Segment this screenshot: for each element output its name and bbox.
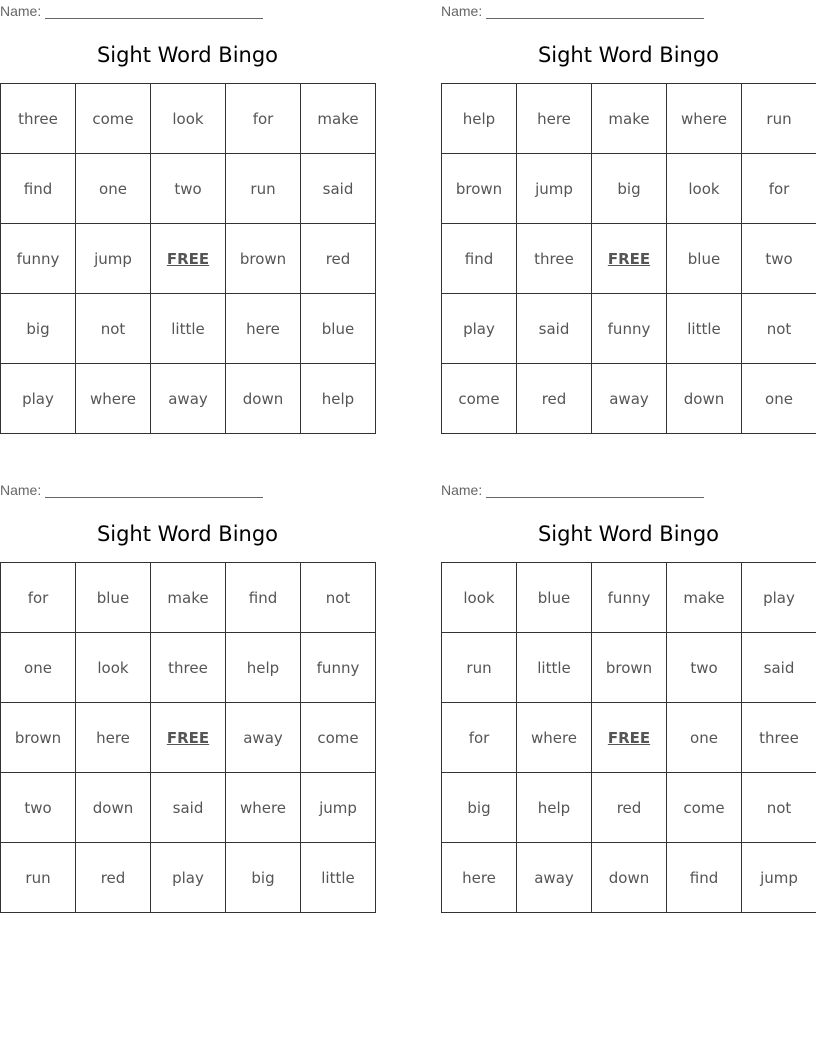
name-blank-line[interactable] — [45, 5, 263, 19]
word-cell: not — [742, 294, 816, 364]
word-cell: for — [226, 84, 301, 154]
word-cell: look — [151, 84, 226, 154]
word-cell: help — [517, 773, 592, 843]
free-space-cell: FREE — [592, 224, 667, 294]
word-cell: big — [226, 843, 301, 913]
word-cell: look — [76, 633, 151, 703]
word-cell: red — [517, 364, 592, 434]
bingo-row — [442, 563, 816, 633]
bingo-row — [442, 294, 816, 364]
word-cell: brown — [226, 224, 301, 294]
word-cell: two — [667, 633, 742, 703]
word-cell: not — [301, 563, 376, 633]
free-space-cell: FREE — [151, 224, 226, 294]
word-cell: find — [667, 843, 742, 913]
word-cell: down — [226, 364, 301, 434]
word-cell: blue — [667, 224, 742, 294]
bingo-grid — [0, 83, 376, 434]
word-cell: red — [301, 224, 376, 294]
bingo-row — [442, 633, 816, 703]
word-cell: run — [442, 633, 517, 703]
name-blank-line[interactable] — [486, 484, 704, 498]
word-cell: play — [742, 563, 816, 633]
card-title: Sight Word Bingo — [537, 43, 720, 67]
word-cell: three — [1, 84, 76, 154]
bingo-grid — [441, 562, 816, 913]
name-field — [0, 3, 263, 19]
word-cell: said — [517, 294, 592, 364]
name-field — [441, 3, 704, 19]
card-title: Sight Word Bingo — [537, 522, 720, 546]
bingo-row — [442, 364, 816, 434]
word-cell: little — [517, 633, 592, 703]
bingo-row — [442, 224, 816, 294]
word-cell: down — [667, 364, 742, 434]
word-cell: one — [742, 364, 816, 434]
word-cell: run — [1, 843, 76, 913]
word-cell: two — [742, 224, 816, 294]
word-cell: jump — [301, 773, 376, 843]
word-cell: here — [517, 84, 592, 154]
word-cell: jump — [742, 843, 816, 913]
word-cell: find — [1, 154, 76, 224]
bingo-card — [0, 0, 375, 435]
word-cell: said — [301, 154, 376, 224]
word-cell: run — [226, 154, 301, 224]
word-cell: play — [151, 843, 226, 913]
bingo-row — [1, 633, 376, 703]
word-cell: where — [226, 773, 301, 843]
word-cell: run — [742, 84, 816, 154]
bingo-card — [441, 0, 816, 435]
bingo-row — [442, 84, 816, 154]
word-cell: play — [1, 364, 76, 434]
word-cell: one — [1, 633, 76, 703]
word-cell: little — [151, 294, 226, 364]
bingo-row — [442, 703, 816, 773]
word-cell: make — [301, 84, 376, 154]
bingo-row — [442, 773, 816, 843]
bingo-row — [1, 843, 376, 913]
word-cell: not — [76, 294, 151, 364]
word-cell: help — [226, 633, 301, 703]
word-cell: three — [151, 633, 226, 703]
word-cell: look — [667, 154, 742, 224]
word-cell: little — [667, 294, 742, 364]
word-cell: red — [76, 843, 151, 913]
word-cell: three — [517, 224, 592, 294]
word-cell: two — [151, 154, 226, 224]
word-cell: brown — [592, 633, 667, 703]
word-cell: red — [592, 773, 667, 843]
word-cell: come — [667, 773, 742, 843]
bingo-card — [441, 479, 816, 914]
word-cell: find — [226, 563, 301, 633]
word-cell: down — [76, 773, 151, 843]
word-cell: said — [151, 773, 226, 843]
word-cell: little — [301, 843, 376, 913]
bingo-row — [1, 703, 376, 773]
bingo-row — [442, 154, 816, 224]
word-cell: for — [742, 154, 816, 224]
word-cell: blue — [76, 563, 151, 633]
name-blank-line[interactable] — [486, 5, 704, 19]
word-cell: where — [517, 703, 592, 773]
word-cell: two — [1, 773, 76, 843]
word-cell: help — [442, 84, 517, 154]
name-label: Name: — [0, 3, 42, 19]
bingo-grid — [0, 562, 376, 913]
word-cell: come — [301, 703, 376, 773]
word-cell: funny — [1, 224, 76, 294]
word-cell: big — [442, 773, 517, 843]
name-blank-line[interactable] — [45, 484, 263, 498]
word-cell: away — [151, 364, 226, 434]
name-field — [441, 482, 704, 498]
word-cell: blue — [517, 563, 592, 633]
word-cell: play — [442, 294, 517, 364]
bingo-card — [0, 479, 375, 914]
bingo-row — [442, 843, 816, 913]
bingo-row — [1, 84, 376, 154]
name-field — [0, 482, 263, 498]
word-cell: away — [592, 364, 667, 434]
word-cell: help — [301, 364, 376, 434]
bingo-row — [1, 563, 376, 633]
word-cell: said — [742, 633, 816, 703]
word-cell: one — [76, 154, 151, 224]
card-title: Sight Word Bingo — [96, 43, 279, 67]
word-cell: brown — [442, 154, 517, 224]
bingo-row — [1, 294, 376, 364]
word-cell: three — [742, 703, 816, 773]
word-cell: make — [667, 563, 742, 633]
name-label: Name: — [441, 3, 483, 19]
word-cell: come — [76, 84, 151, 154]
bingo-row — [1, 364, 376, 434]
word-cell: big — [1, 294, 76, 364]
word-cell: here — [76, 703, 151, 773]
name-label: Name: — [0, 482, 42, 498]
word-cell: here — [226, 294, 301, 364]
word-cell: make — [151, 563, 226, 633]
word-cell: come — [442, 364, 517, 434]
word-cell: funny — [592, 563, 667, 633]
bingo-row — [1, 154, 376, 224]
bingo-grid — [441, 83, 816, 434]
free-space-cell: FREE — [151, 703, 226, 773]
card-title: Sight Word Bingo — [96, 522, 279, 546]
word-cell: away — [517, 843, 592, 913]
word-cell: for — [1, 563, 76, 633]
word-cell: brown — [1, 703, 76, 773]
word-cell: big — [592, 154, 667, 224]
word-cell: funny — [301, 633, 376, 703]
word-cell: funny — [592, 294, 667, 364]
word-cell: away — [226, 703, 301, 773]
word-cell: where — [667, 84, 742, 154]
word-cell: jump — [76, 224, 151, 294]
word-cell: not — [742, 773, 816, 843]
word-cell: jump — [517, 154, 592, 224]
bingo-row — [1, 224, 376, 294]
name-label: Name: — [441, 482, 483, 498]
word-cell: for — [442, 703, 517, 773]
word-cell: make — [592, 84, 667, 154]
free-space-cell: FREE — [592, 703, 667, 773]
word-cell: where — [76, 364, 151, 434]
bingo-row — [1, 773, 376, 843]
word-cell: down — [592, 843, 667, 913]
word-cell: look — [442, 563, 517, 633]
word-cell: here — [442, 843, 517, 913]
word-cell: blue — [301, 294, 376, 364]
word-cell: one — [667, 703, 742, 773]
word-cell: find — [442, 224, 517, 294]
